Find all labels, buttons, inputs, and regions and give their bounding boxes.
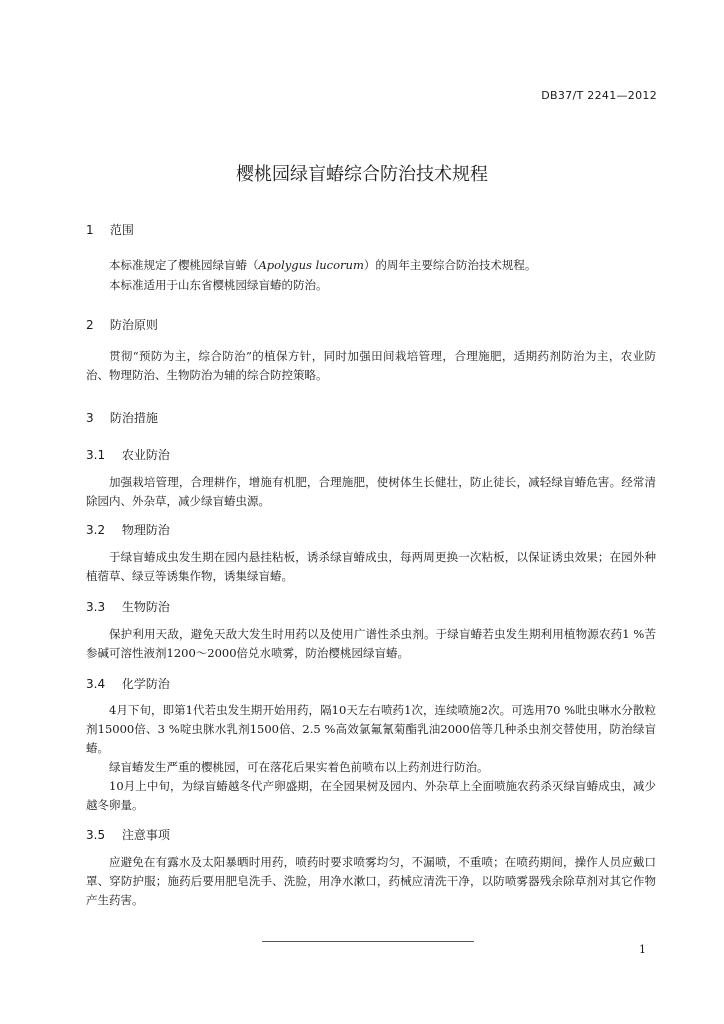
section-title: 范围: [109, 223, 134, 237]
subsection-number: 3.1: [86, 448, 106, 462]
section-title: 防治原则: [109, 318, 158, 332]
subsection-title: 注意事项: [121, 828, 170, 842]
subsection-heading-notes: [86, 826, 170, 843]
subsection-title: 物理防治: [121, 523, 170, 537]
chemical-paragraph-2: 绿盲蝽发生严重的樱桃园，可在落花后果实着色前喷布以上药剂进行防治。: [109, 760, 489, 774]
scope-paragraph-2: 本标准适用于山东省樱桃园绿盲蝽的防治。: [109, 278, 328, 292]
scope-text-before: 本标准规定了樱桃园绿盲蝽（: [109, 258, 259, 272]
section-heading-scope: [86, 221, 134, 238]
scope-paragraph-1: [86, 256, 656, 275]
scope-text-after: ）的周年主要综合防治技术规程。: [363, 258, 537, 272]
page-number: 1: [639, 943, 646, 956]
subsection-heading-chemical: [86, 675, 170, 692]
agricultural-paragraph: 加强栽培管理，合理耕作，增施有机肥，合理施肥，使树体生长健壮，防止徒长，减轻绿盲蝽危害。经常清除园内、外杂草，减少绿盲蝽虫源。: [86, 475, 656, 508]
biological-paragraph: 保护利用天敌，避免天敌大发生时用药以及使用广谱性杀虫剂。于绿盲蝽若虫发生期利用植物源农药1 %苦参碱可溶性液剂1200～2000倍兑水喷雾，防治樱桃园绿盲蝽。: [86, 627, 656, 660]
subsection-number: 3.3: [86, 600, 106, 614]
section-title: 防治措施: [109, 411, 158, 425]
document-title: 樱桃园绿盲蝽综合防治技术规程: [236, 164, 488, 185]
standard-code: DB37/T 2241—2012: [541, 89, 657, 102]
section-number: 3: [86, 411, 94, 425]
subsection-title: 化学防治: [121, 677, 170, 691]
subsection-heading-biological: [86, 598, 170, 615]
chemical-paragraph-1: 4月下旬，即第1代若虫发生期开始用药，隔10天左右喷药1次，连续喷施2次。可选用70 %吡虫啉水分散粒剂15000倍、3 %啶虫脒水乳剂1500倍、2.5 %高效氯氟氰菊酯乳油2000倍等几种杀虫剂交替使用，防治绿盲蝽。: [86, 703, 656, 755]
notes-paragraph: 应避免在有露水及太阳暴晒时用药，喷药时要求喷雾均匀，不漏喷，不重喷；在喷药期间，操作人员应戴口罩、穿防护服；施药后要用肥皂洗手、洗脸，用净水漱口，药械应清洗干净，以防喷雾器残余除草剂对其它作物产生药害。: [86, 855, 656, 907]
subsection-number: 3.5: [86, 828, 106, 842]
footer-divider: [262, 941, 474, 942]
subsection-heading-agricultural: [86, 446, 170, 463]
section-number: 1: [86, 223, 94, 237]
section-heading-measures: [86, 409, 158, 426]
section-heading-principle: [86, 316, 158, 333]
physical-paragraph: 于绿盲蝽成虫发生期在园内悬挂粘板，诱杀绿盲蝽成虫，每两周更换一次粘板，以保证诱虫效果；在园外种植蓿草、绿豆等诱集作物，诱集绿盲蝽。: [86, 550, 656, 583]
subsection-number: 3.2: [86, 523, 106, 537]
section-number: 2: [86, 318, 94, 332]
subsection-title: 生物防治: [121, 600, 170, 614]
principle-paragraph: 贯彻“预防为主，综合防治”的植保方针，同时加强田间栽培管理，合理施肥，适期药剂防治为主，农业防治、物理防治、生物防治为辅的综合防控策略。: [86, 349, 656, 382]
subsection-heading-physical: [86, 521, 170, 538]
species-latin-name: Apolygus lucorum: [258, 258, 364, 272]
subsection-title: 农业防治: [121, 448, 170, 462]
chemical-paragraph-3: 10月上中旬，为绿盲蝽越冬代产卵盛期，在全园果树及园内、外杂草上全面喷施农药杀灭绿盲蝽成虫，减少越冬卵量。: [86, 779, 656, 812]
subsection-number: 3.4: [86, 677, 106, 691]
